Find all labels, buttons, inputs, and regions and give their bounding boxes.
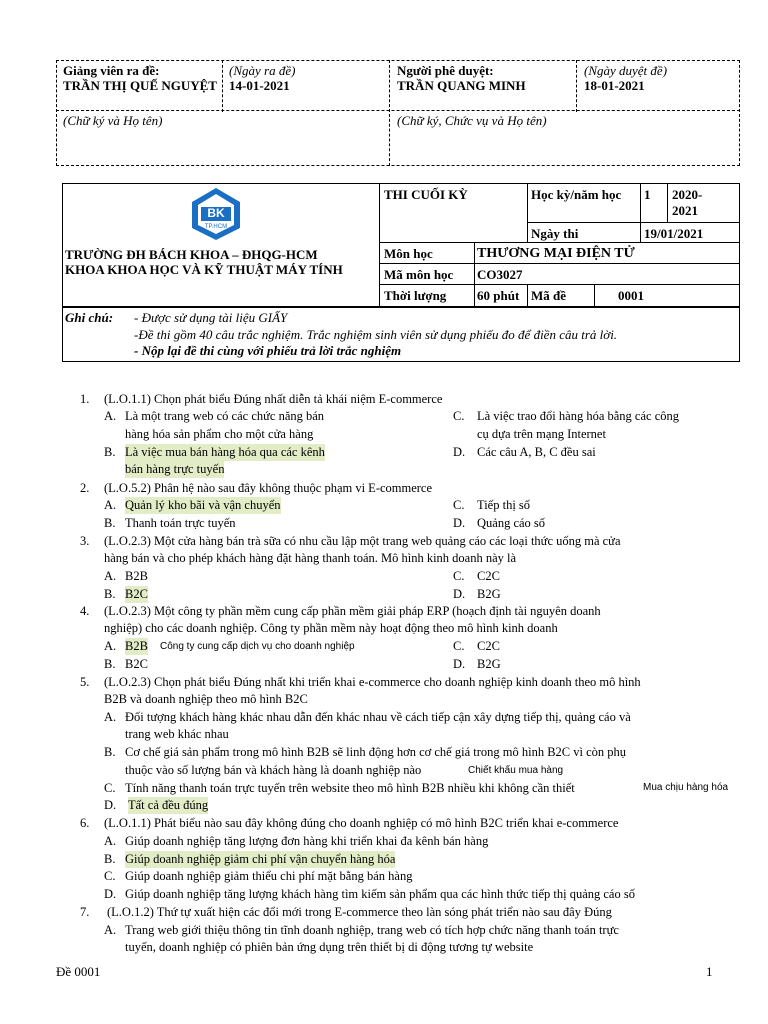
question-text: (L.O.2.3) Một cửa hàng bán trà sữa có nhu cầu lập một trang web quảng cáo các loại thức uống mà cửa	[104, 534, 621, 548]
divider	[527, 183, 528, 242]
option-text: B2G	[477, 657, 501, 671]
lecturer-label: Giảng viên ra đề:	[63, 63, 160, 78]
note-line: -Đề thi gồm 40 câu trắc nghiệm. Trắc nghiệm sinh viên sử dụng phiếu đo để điền câu trả lời.	[134, 327, 618, 342]
question-text: (L.O.2.3) Chọn phát biểu Đúng nhất khi triển khai e-commerce cho doanh nghiệp kinh doanh theo mô hình	[104, 675, 641, 689]
subject-label: Môn học	[384, 246, 433, 261]
option-letter: C.	[104, 869, 116, 883]
option-letter: D.	[453, 516, 466, 530]
option-letter: A.	[104, 923, 117, 937]
course-code: CO3027	[477, 267, 523, 282]
exam-code-label: Mã đề	[531, 288, 567, 303]
question-text: (L.O.1.1) Chọn phát biểu Đúng nhất diễn tả khái niệm E-commerce	[104, 392, 443, 406]
option-letter: D.	[104, 798, 117, 812]
divider	[640, 183, 641, 242]
handwritten-note: Chiết khấu mua hàng	[468, 765, 564, 776]
term-value: 1	[644, 187, 651, 202]
school-name: TRƯỜNG ĐH BÁCH KHOA – ĐHQG-HCM	[65, 247, 318, 262]
question-text: nghiệp) cho các doanh nghiệp. Công ty phần mềm này hoạt động theo mô hình kinh doanh	[104, 621, 558, 635]
option-text-highlighted: Giúp doanh nghiệp giảm chi phí vận chuyển hàng hóa	[125, 852, 396, 866]
option-letter: B.	[104, 587, 116, 601]
option-text: Giúp doanh nghiệp tăng lượng khách hàng tìm kiếm sản phẩm qua các hình thức tiếp thị quảng cáo số	[125, 887, 635, 901]
option-text-highlighted: Là việc mua bán hàng hóa qua các kênh	[125, 445, 325, 459]
option-letter: A.	[104, 710, 117, 724]
option-text-highlighted: B2B	[125, 639, 148, 653]
handwritten-note: Mua chịu hàng hóa	[643, 782, 729, 793]
notes-label: Ghi chú:	[65, 310, 114, 325]
subject-name: THƯƠNG MẠI ĐIỆN TỬ	[477, 246, 635, 261]
divider	[379, 263, 739, 264]
course-code-label: Mã môn học	[384, 267, 454, 282]
option-text: Giúp doanh nghiệp giảm thiểu chi phí mặt bằng bán hàng	[125, 869, 413, 883]
option-letter: A.	[104, 834, 117, 848]
signature-label: (Chữ ký và Họ tên)	[63, 113, 163, 128]
divider	[379, 242, 739, 243]
question-number: 7.	[80, 905, 90, 919]
option-text: Tính năng thanh toán trực tuyến trên website theo mô hình B2B nhiều khi không cần thiết	[125, 781, 575, 795]
option-text-highlighted: Tất cả đều đúng	[128, 798, 209, 812]
option-letter: B.	[104, 516, 116, 530]
option-text: Tiếp thị số	[477, 498, 531, 512]
signature-label: (Chữ ký, Chức vụ và Họ tên)	[397, 113, 547, 128]
divider	[379, 183, 380, 307]
approve-date-label: (Ngày duyệt đề)	[584, 63, 668, 78]
question-number: 3.	[80, 534, 90, 548]
divider	[667, 183, 668, 222]
option-text: Đối tượng khách hàng khác nhau dẫn đến khác nhau về cách tiếp cận xây dựng tiếp thị, quảng cáo và	[125, 710, 631, 724]
option-text: Quảng cáo số	[477, 516, 546, 530]
option-letter: C.	[104, 781, 116, 795]
divider	[389, 60, 390, 166]
divider	[527, 222, 739, 223]
divider	[474, 242, 475, 307]
divider	[576, 60, 577, 112]
option-text: C2C	[477, 569, 500, 583]
option-text-highlighted: Quản lý kho bãi và vận chuyển	[125, 498, 281, 512]
term-label: Học kỳ/năm học	[531, 187, 622, 202]
logo-text: BK	[207, 206, 225, 220]
school-year: 2020-2021	[672, 187, 703, 218]
note-line: - Được sử dụng tài liệu GIẤY	[134, 310, 288, 325]
option-letter: D.	[453, 657, 466, 671]
option-letter: A.	[104, 569, 117, 583]
divider	[56, 110, 740, 111]
duration-label: Thời lượng	[384, 288, 447, 303]
approve-date: 18-01-2021	[584, 78, 645, 93]
option-letter: B.	[104, 745, 116, 759]
question-text: (L.O.5.2) Phân hệ nào sau đây không thuộc phạm vi E-commerce	[104, 481, 433, 495]
option-text: C2C	[477, 639, 500, 653]
option-text: Giúp doanh nghiệp tăng lượng đơn hàng khi triển khai đa kênh bán hàng	[125, 834, 489, 848]
option-letter: A.	[104, 639, 117, 653]
note-line: - Nộp lại đề thi cùng với phiếu trả lời trắc nghiệm	[134, 343, 402, 358]
question-text: B2B và doanh nghiệp theo mô hình B2C	[104, 692, 308, 706]
page-number: 1	[706, 964, 713, 979]
university-logo	[190, 186, 242, 242]
option-text: Trang web giới thiệu thông tin tĩnh doanh nghiệp, trang web có tích hợp chức năng thanh toán trực	[125, 923, 619, 937]
option-letter: C.	[453, 569, 465, 583]
exam-code: 0001	[618, 288, 644, 303]
footer-exam-code: Đề 0001	[56, 964, 101, 979]
set-date-label: (Ngày ra đề)	[229, 63, 296, 78]
option-text: tuyến, doanh nghiệp có phiên bản ứng dụng trên thiết bị di động tương tự website	[125, 940, 534, 954]
option-text: hàng hóa sản phẩm cho một cửa hàng	[125, 427, 314, 441]
set-date: 14-01-2021	[229, 78, 290, 93]
option-letter: D.	[453, 587, 466, 601]
handwritten-note: Công ty cung cấp dịch vụ cho doanh nghiệp	[160, 641, 355, 652]
approver-label: Người phê duyệt:	[397, 63, 494, 78]
option-letter: C.	[453, 409, 465, 423]
divider	[379, 284, 739, 285]
option-text: B2G	[477, 587, 501, 601]
question-number: 5.	[80, 675, 90, 689]
question-number: 6.	[80, 816, 90, 830]
option-letter: A.	[104, 409, 117, 423]
option-text: trang web khác nhau	[125, 727, 229, 741]
question-text: (L.O.2.3) Một công ty phần mềm cung cấp phần mềm giải pháp ERP (hoạch định tài nguyên doanh	[104, 604, 601, 618]
option-text: Là một trang web có các chức năng bán	[125, 409, 325, 423]
option-letter: B.	[104, 852, 116, 866]
option-text: thuộc vào số lượng bán và khách hàng là doanh nghiệp nào	[125, 763, 422, 777]
exam-date-label: Ngày thi	[531, 226, 579, 241]
question-number: 2.	[80, 481, 90, 495]
option-text: B2C	[125, 657, 148, 671]
option-text: Cơ chế giá sản phẩm trong mô hình B2B sẽ linh động hơn cơ chế giá trong mô hình B2C vì còn phụ	[125, 745, 627, 759]
option-letter: B.	[104, 657, 116, 671]
faculty-name: KHOA KHOA HỌC VÀ KỸ THUẬT MÁY TÍNH	[65, 262, 343, 277]
option-letter: C.	[453, 498, 465, 512]
option-text-highlighted: B2C	[125, 587, 148, 601]
option-text: Là việc trao đổi hàng hóa bằng các công	[477, 409, 679, 423]
option-letter: D.	[104, 887, 117, 901]
divider	[222, 60, 223, 112]
approver-name: TRẦN QUANG MINH	[397, 78, 526, 93]
option-letter: A.	[104, 498, 117, 512]
option-text: Thanh toán trực tuyến	[125, 516, 236, 530]
logo-subtext: TP.HCM	[204, 224, 228, 230]
option-text: cụ dựa trên mạng Internet	[477, 427, 606, 441]
question-text: (L.O.1.1) Phát biểu nào sau đây không đúng cho doanh nghiệp có mô hình B2C triển khai e-commerce	[104, 816, 619, 830]
option-letter: D.	[453, 445, 466, 459]
option-text: Các câu A, B, C đều sai	[477, 445, 596, 459]
question-number: 1.	[80, 392, 90, 406]
exam-date: 19/01/2021	[644, 226, 704, 241]
question-text: hàng bán và cho phép khách hàng đặt hàng thanh toán. Mô hình kinh doanh này là	[104, 551, 517, 565]
option-text-highlighted: bán hàng trực tuyến	[125, 462, 225, 476]
lecturer-name: TRẦN THỊ QUẾ NGUYỆT	[63, 78, 217, 93]
question-number: 4.	[80, 604, 90, 618]
option-letter: C.	[453, 639, 465, 653]
divider	[527, 284, 528, 307]
duration: 60 phút	[477, 288, 520, 303]
option-text: B2B	[125, 569, 148, 583]
question-text: (L.O.1.2) Thứ tự xuất hiện các đổi mới trong E-commerce theo làn sóng phát triển nào sau đây Đúng	[107, 905, 612, 919]
exam-title: THI CUỐI KỲ	[384, 187, 468, 202]
divider	[594, 284, 595, 307]
option-letter: B.	[104, 445, 116, 459]
